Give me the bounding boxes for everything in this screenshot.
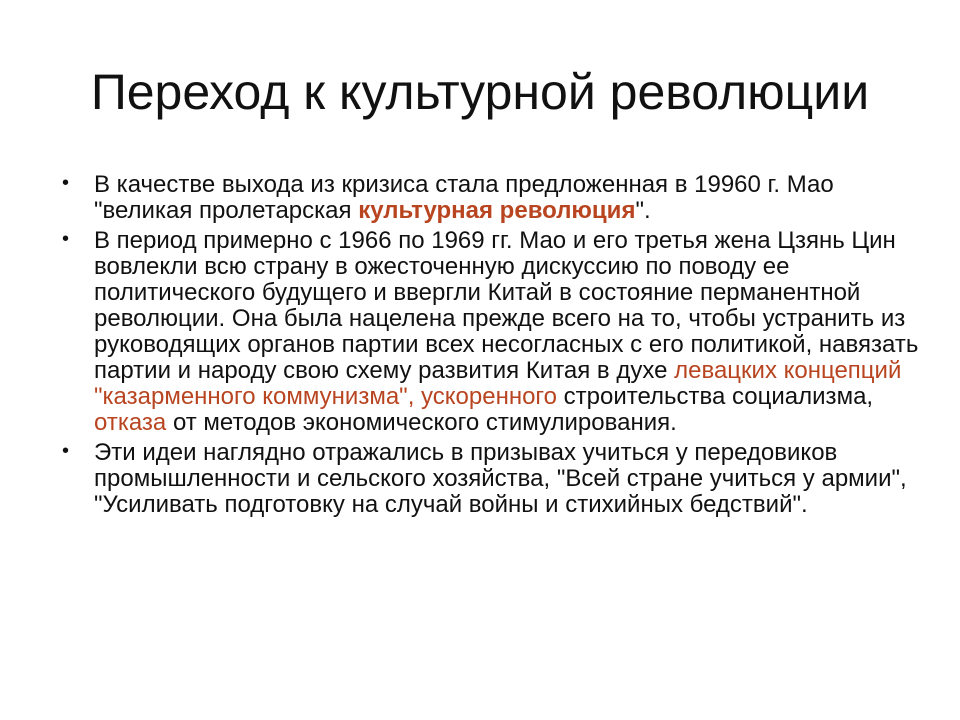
bullet-text: Эти идеи наглядно отражались в призывах учиться у передовиков промышленности и сельского хозяйства, "Всей стране учиться у армии", "Усиливать подготовку на случай войны и стихийных бедствий". <box>94 439 907 518</box>
bullet-text: строительства социализма, <box>557 383 874 410</box>
bullet-item <box>60 440 920 518</box>
bullet-marker: • <box>62 228 70 250</box>
highlighted-term: отказа <box>94 409 167 436</box>
bullet-item <box>60 172 920 224</box>
bullet-text: В период примерно с 1966 по 1969 гг. Мао и его третья жена Цзянь Цин вовлекли всю страну в ожесточенную дискуссию по поводу ее политического будущего и ввергли Китай в состояние перманентной революции. Она была нацелена прежде всего на то, чтобы устранить из руководящих органов партии всех несогласных с его политикой, навязать партии и народу свою схему развития Китая в духе <box>94 227 919 384</box>
slide-title: Переход к культурной революции <box>90 64 870 120</box>
bullet-marker: • <box>62 172 70 194</box>
bullet-item <box>60 228 920 436</box>
bullet-text: В качестве выхода из кризиса стала предложенная в 19960 г. Мао "великая пролетарская <box>94 171 834 224</box>
highlighted-term: левацких концепций "казарменного коммунизма", ускоренного <box>94 357 902 410</box>
bullet-text: от методов экономического стимулирования. <box>166 409 677 436</box>
bullet-marker: • <box>62 440 70 462</box>
highlighted-term: культурная революция <box>358 197 636 224</box>
bullet-list <box>60 172 920 522</box>
bullet-text: ". <box>635 197 651 224</box>
